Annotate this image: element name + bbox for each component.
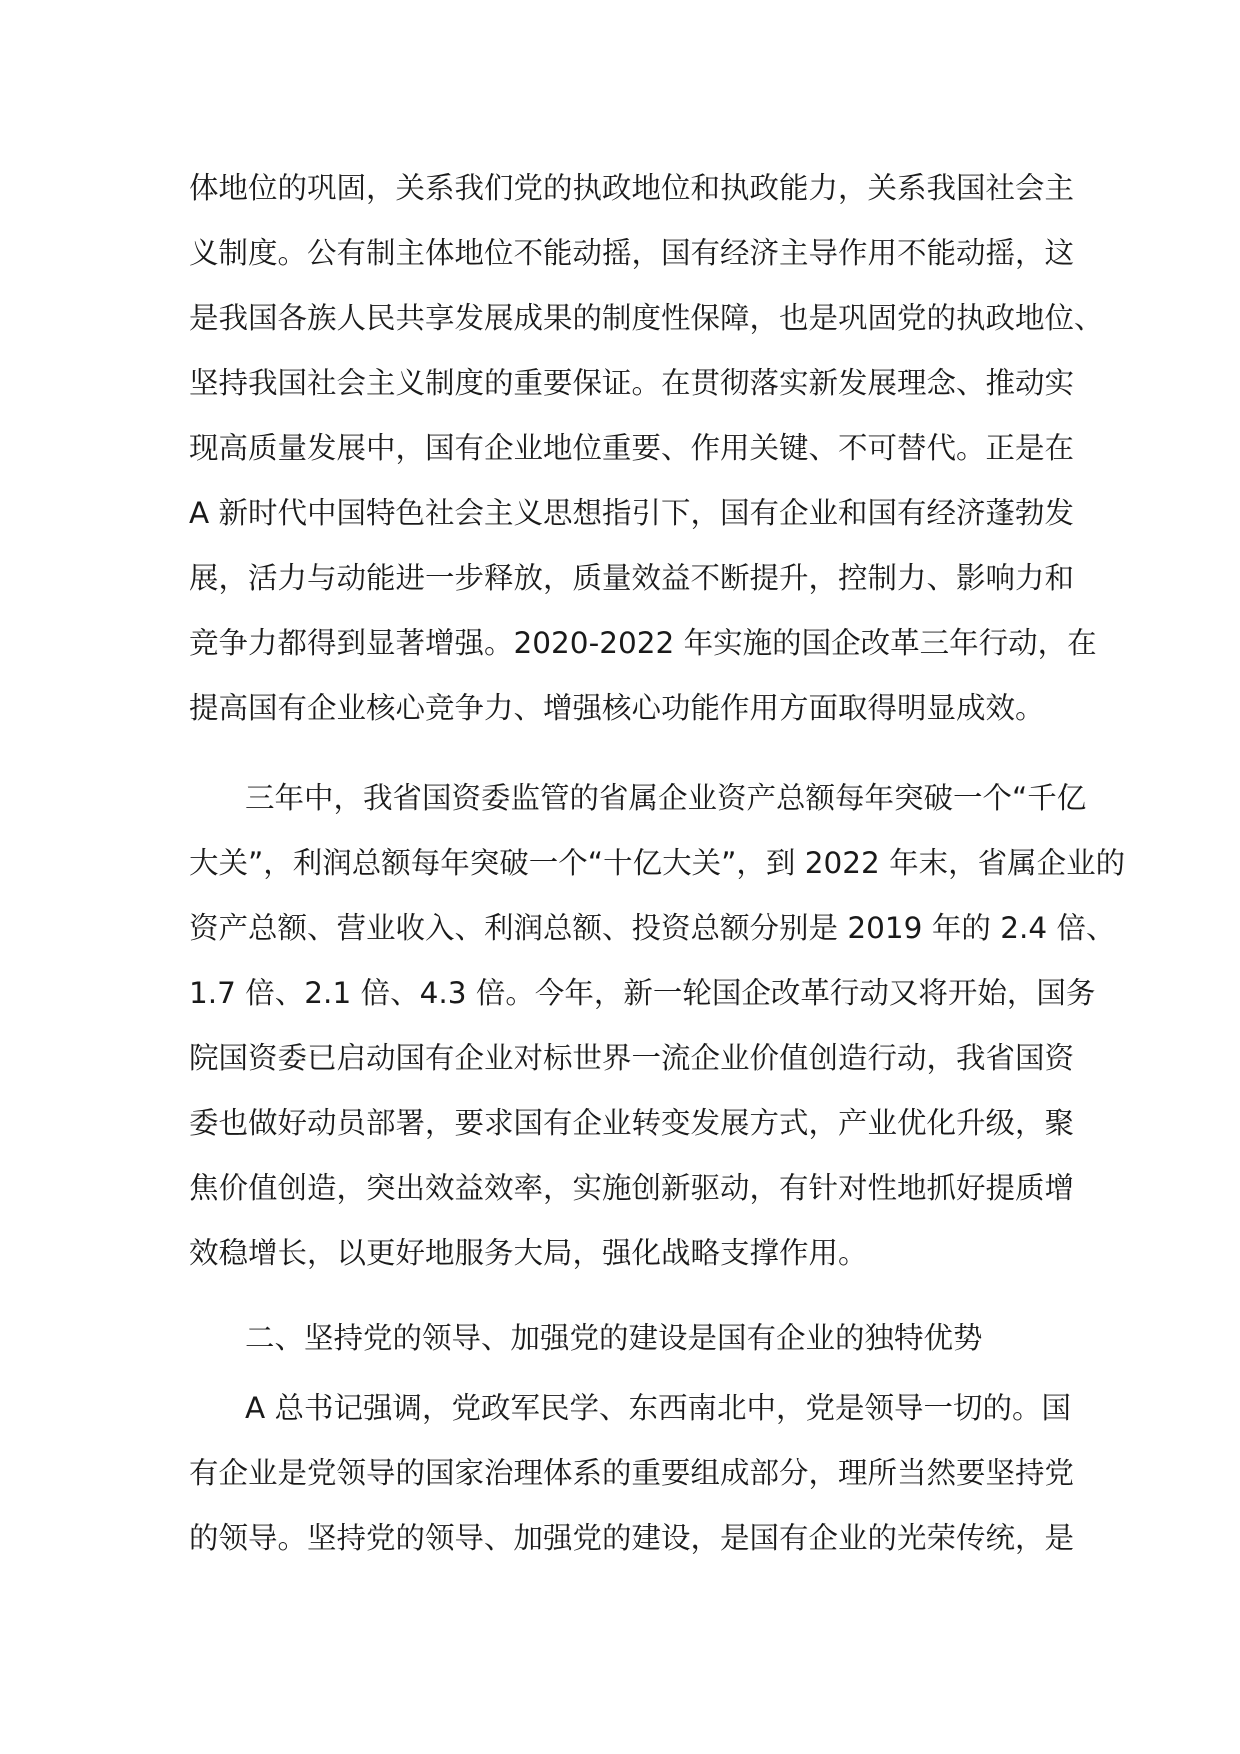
- text-line: A 新时代中国特色社会主义思想指引下，国有企业和国有经济蓬勃发: [189, 496, 1075, 530]
- text-line: 资产总额、营业收入、利润总额、投资总额分别是 2019 年的 2.4 倍、: [189, 911, 1116, 945]
- text-line: 1.7 倍、2.1 倍、4.3 倍。今年，新一轮国企改革行动又将开始，国务: [189, 976, 1096, 1010]
- text-line: 大关”，利润总额每年突破一个“十亿大关”，到 2022 年末，省属企业的: [189, 846, 1126, 880]
- text-line: A 总书记强调，党政军民学、东西南北中，党是领导一切的。国: [245, 1391, 1072, 1425]
- text-line: 竞争力都得到显著增强。2020-2022 年实施的国企改革三年行动，在: [189, 626, 1097, 660]
- text-line: 院国资委已启动国有企业对标世界一流企业价值创造行动，我省国资: [189, 1041, 1075, 1075]
- text-line: 委也做好动员部署，要求国有企业转变发展方式，产业优化升级，聚: [189, 1106, 1075, 1140]
- text-line: 现高质量发展中，国有企业地位重要、作用关键、不可替代。正是在: [189, 431, 1075, 465]
- section-heading-2: [189, 1306, 1069, 1371]
- text-line: 提高国有企业核心竞争力、增强核心功能作用方面取得明显成效。: [189, 691, 1045, 725]
- text-line: 是我国各族人民共享发展成果的制度性保障，也是巩固党的执政地位、: [189, 301, 1104, 335]
- text-line: 坚持我国社会主义制度的重要保证。在贯彻落实新发展理念、推动实: [189, 366, 1075, 400]
- text-line: 效稳增长，以更好地服务大局，强化战略支撑作用。: [189, 1236, 868, 1270]
- text-line: 有企业是党领导的国家治理体系的重要组成部分，理所当然要坚持党: [189, 1456, 1075, 1490]
- text-line: 体地位的巩固，关系我们党的执政地位和执政能力，关系我国社会主: [189, 171, 1075, 205]
- paragraph-3: [189, 1376, 1075, 1571]
- text-line: 三年中，我省国资委监管的省属企业资产总额每年突破一个“千亿: [245, 781, 1087, 815]
- text-line: 的领导。坚持党的领导、加强党的建设，是国有企业的光荣传统，是: [189, 1521, 1075, 1555]
- paragraph-1: [189, 156, 1104, 741]
- text-line: 义制度。公有制主体地位不能动摇，国有经济主导作用不能动摇，这: [189, 236, 1075, 270]
- paragraph-2: [189, 766, 1126, 1286]
- text-line: 焦价值创造，突出效益效率，实施创新驱动，有针对性地抓好提质增: [189, 1171, 1075, 1205]
- section-heading: 二、坚持党的领导、加强党的建设是国有企业的独特优势: [245, 1321, 983, 1355]
- text-line: 展，活力与动能进一步释放，质量效益不断提升，控制力、影响力和: [189, 561, 1075, 595]
